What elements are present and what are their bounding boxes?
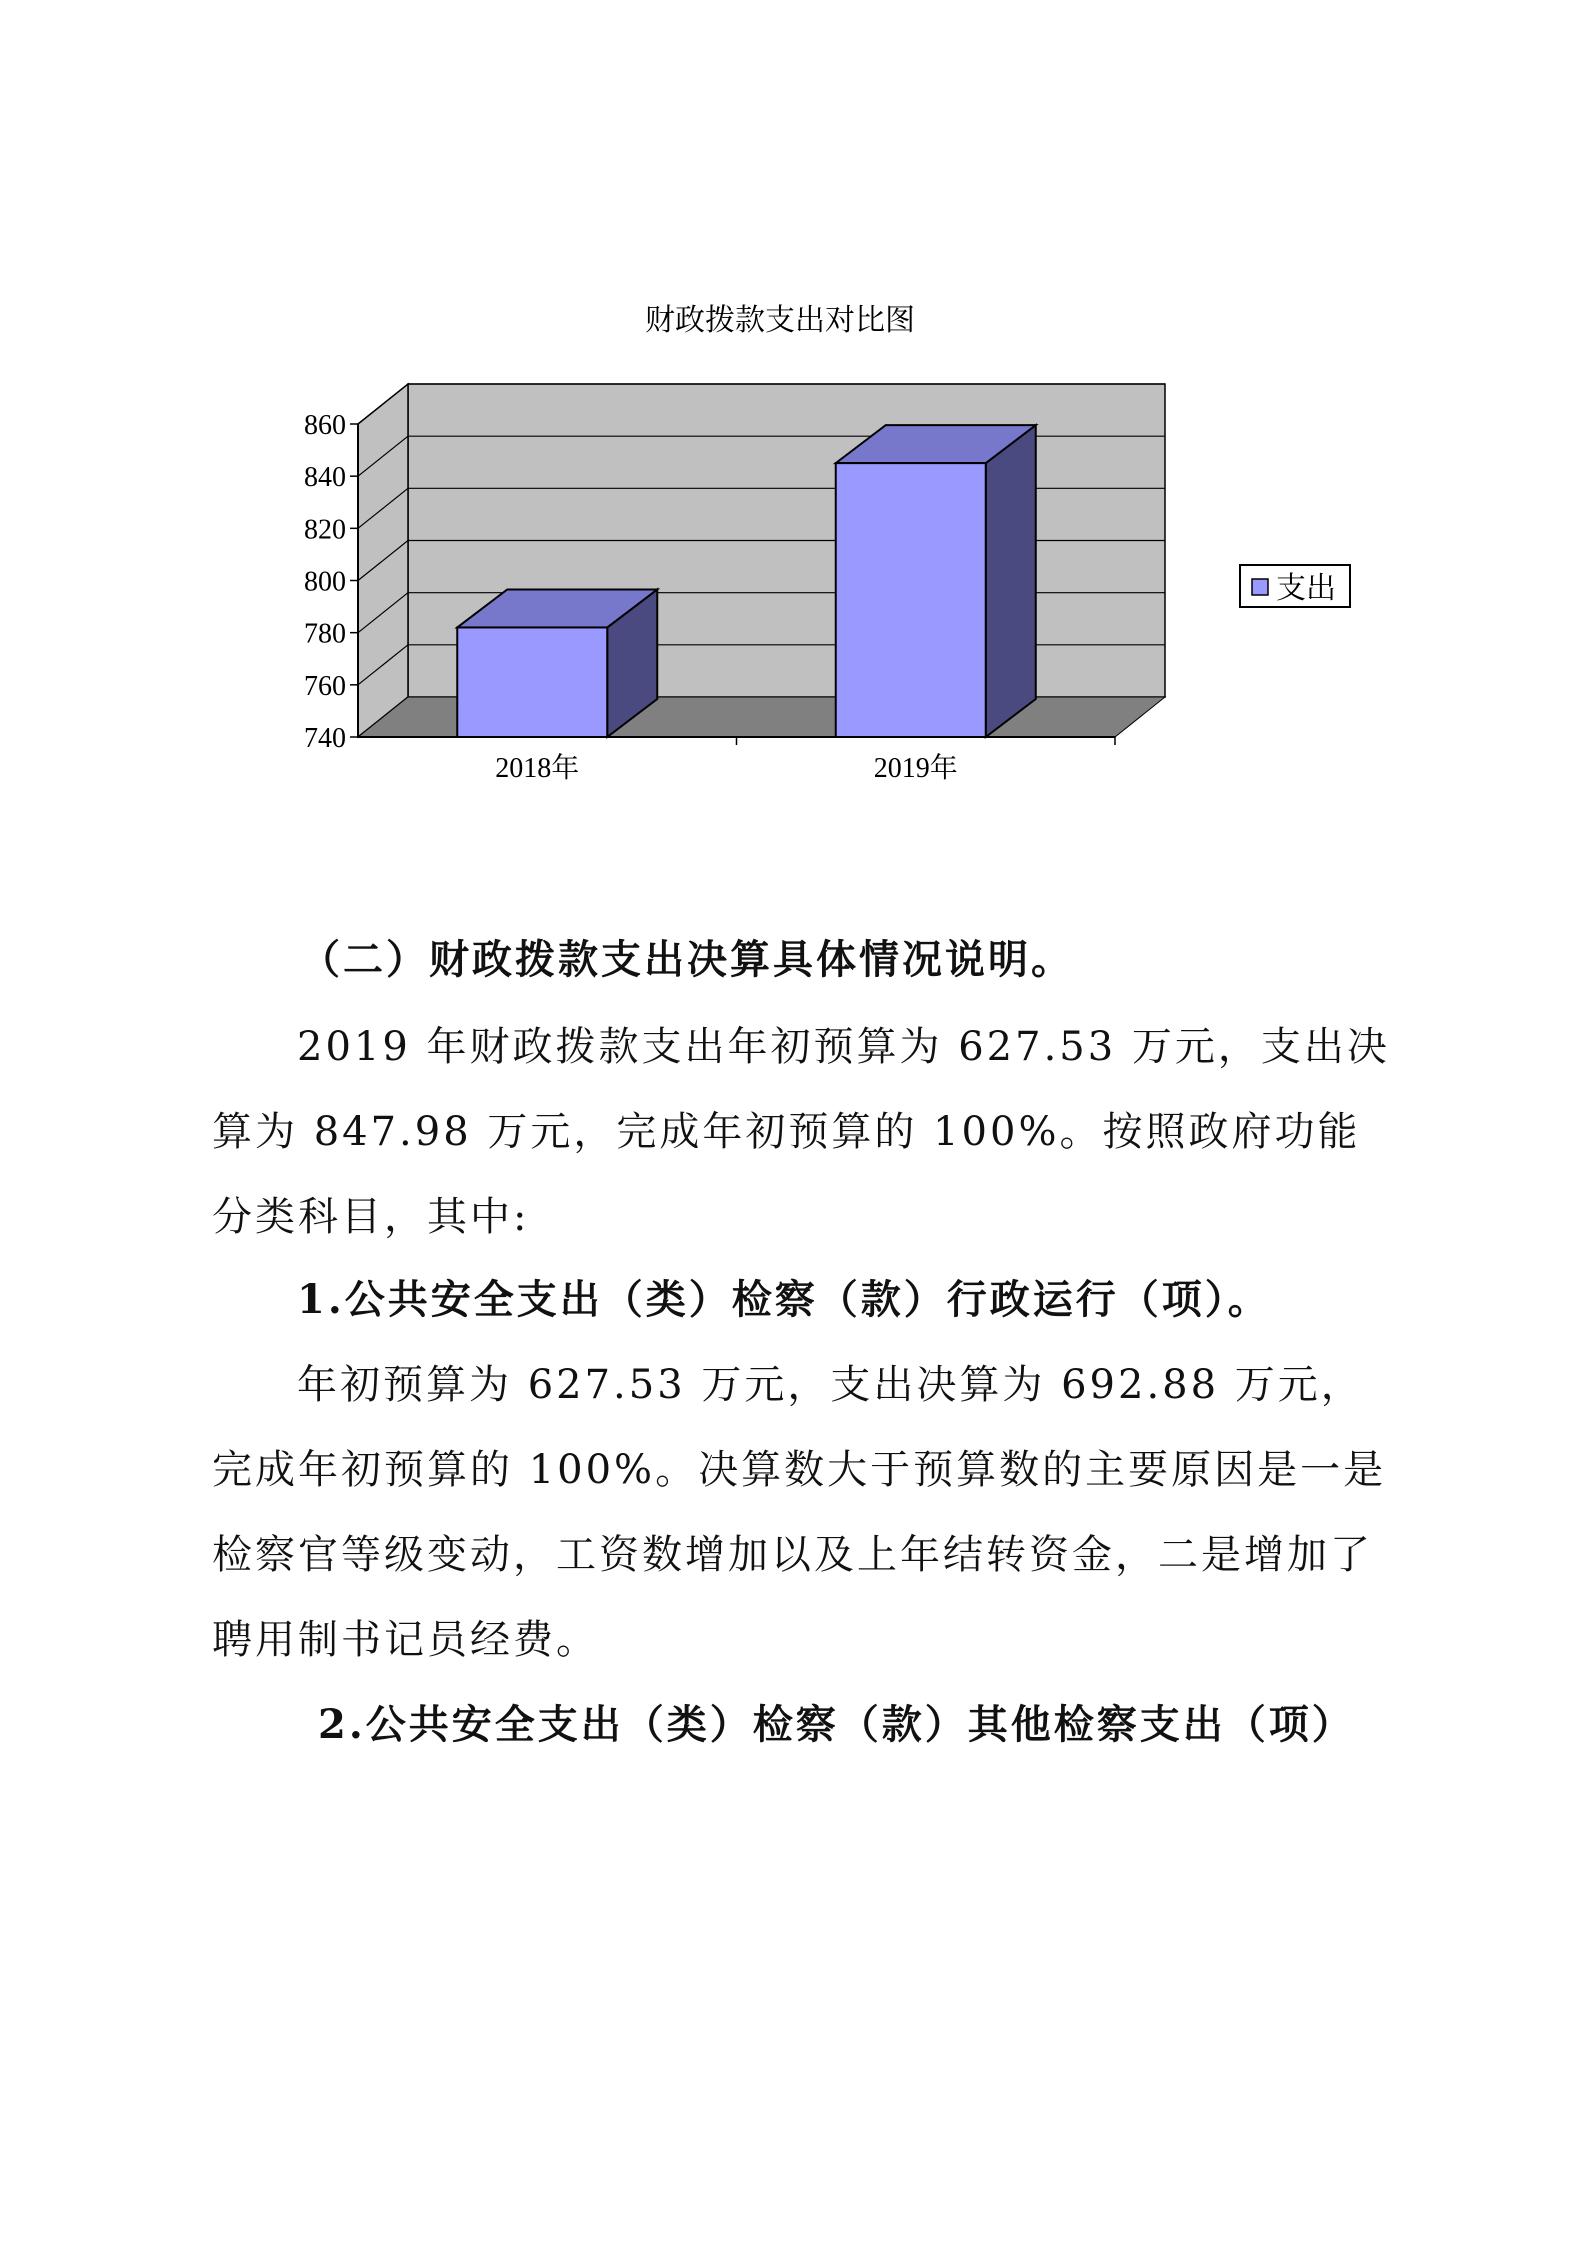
x-tick-label: 2019年	[873, 753, 958, 784]
y-axis	[304, 410, 358, 754]
y-tick-label: 800	[304, 566, 346, 598]
y-tick-label: 760	[304, 670, 346, 702]
item1-heading: 1.公共安全支出（类）检察（款）行政运行（项）。	[297, 1276, 1271, 1323]
y-tick-label: 740	[304, 723, 346, 754]
bar-front	[836, 463, 986, 737]
section-heading: （二）财政拨款支出决算具体情况说明。	[300, 936, 1074, 983]
y-tick-label: 780	[304, 618, 346, 650]
y-tick-label: 820	[304, 514, 346, 546]
y-tick-label: 840	[304, 462, 346, 494]
legend-swatch	[1252, 579, 1268, 595]
item2-heading: 2.公共安全支出（类）检察（款）其他检察支出（项）	[318, 1701, 1355, 1748]
expenditure-comparison-chart	[280, 300, 1380, 800]
bar-2018年	[457, 589, 657, 737]
chart-legend	[1240, 565, 1350, 607]
bar-2019年	[836, 425, 1036, 737]
x-tick-label: 2018年	[495, 753, 580, 784]
item1-paragraph: 年初预算为 627.53 万元，支出决算为 692.88 万元，完成年初预算的 100%。决算数大于预算数的主要原因是一是检察官等级变动，工资数增加以及上年结转资金，二是增加了聘用制书记员经费。	[212, 1362, 1387, 1663]
legend-label: 支出	[1276, 572, 1336, 605]
bar-front	[457, 627, 607, 737]
bar-side	[986, 425, 1036, 737]
y-tick-label: 860	[304, 410, 346, 441]
x-axis	[358, 737, 1115, 784]
paragraph-budget-summary: 2019 年财政拨款支出年初预算为 627.53 万元，支出决算为 847.98 万元，完成年初预算的 100%。按照政府功能分类科目，其中:	[212, 1024, 1390, 1240]
chart-title: 财政拨款支出对比图	[645, 304, 915, 337]
